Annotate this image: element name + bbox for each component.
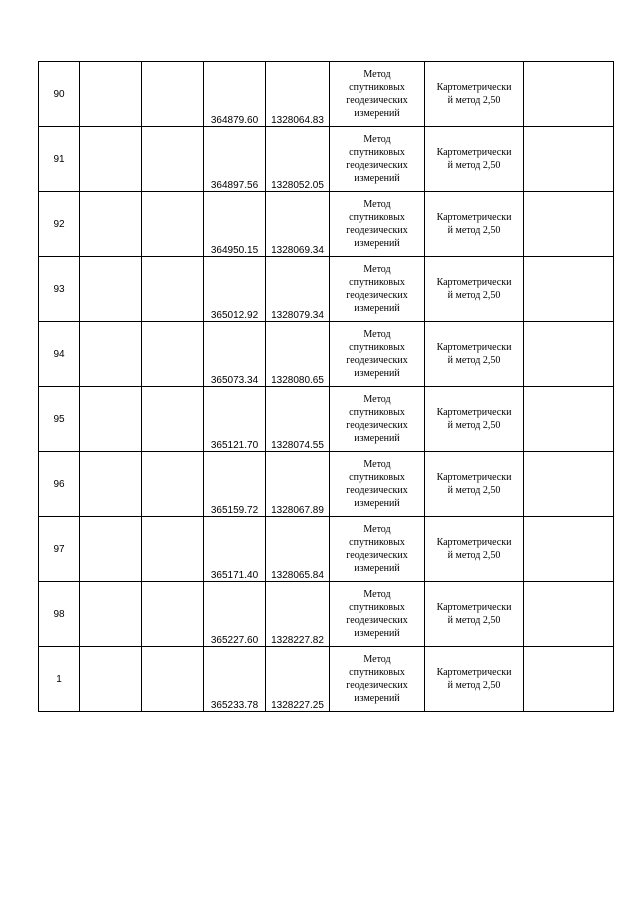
accuracy-text-line: Картометрически: [436, 537, 512, 548]
empty-cell: [142, 62, 204, 127]
x-coordinate-cell: 364897.56: [204, 127, 266, 192]
method-text-line: спутниковых: [349, 602, 405, 613]
y-coordinate-cell: 1328069.34: [266, 192, 330, 257]
method-cell: [330, 647, 425, 712]
method-cell: [330, 192, 425, 257]
y-coordinate-cell: 1328065.84: [266, 517, 330, 582]
empty-cell: [524, 62, 614, 127]
accuracy-cell: [425, 192, 524, 257]
table-row: [39, 582, 614, 647]
empty-cell: [524, 322, 614, 387]
point-number-cell: 96: [39, 452, 80, 517]
x-coordinate-cell: 364879.60: [204, 62, 266, 127]
method-text-line: Метод: [363, 199, 391, 210]
point-number-cell: 92: [39, 192, 80, 257]
method-text-line: Метод: [363, 589, 391, 600]
method-text-line: геодезических: [346, 485, 408, 496]
method-text-line: спутниковых: [349, 147, 405, 158]
accuracy-cell: [425, 517, 524, 582]
empty-cell: [142, 257, 204, 322]
empty-cell: [142, 387, 204, 452]
method-text-line: спутниковых: [349, 537, 405, 548]
accuracy-cell: [425, 62, 524, 127]
empty-cell: [524, 127, 614, 192]
empty-cell: [142, 127, 204, 192]
table-row: [39, 387, 614, 452]
accuracy-cell: [425, 582, 524, 647]
table-row: [39, 257, 614, 322]
method-text-line: геодезических: [346, 225, 408, 236]
method-text-line: Метод: [363, 264, 391, 275]
method-cell: [330, 452, 425, 517]
table-body: [39, 62, 614, 712]
y-coordinate-cell: 1328064.83: [266, 62, 330, 127]
x-coordinate-cell: 365159.72: [204, 452, 266, 517]
method-text-line: спутниковых: [349, 667, 405, 678]
table-row: [39, 452, 614, 517]
method-text-line: спутниковых: [349, 407, 405, 418]
accuracy-text-line: й метод 2,50: [447, 160, 501, 171]
empty-cell: [142, 647, 204, 712]
empty-cell: [80, 387, 142, 452]
table-row: [39, 517, 614, 582]
method-text-line: измерений: [354, 693, 400, 704]
empty-cell: [524, 582, 614, 647]
method-text-line: спутниковых: [349, 82, 405, 93]
empty-cell: [142, 517, 204, 582]
empty-cell: [80, 62, 142, 127]
point-number-cell: 95: [39, 387, 80, 452]
accuracy-text-line: Картометрически: [436, 147, 512, 158]
empty-cell: [524, 647, 614, 712]
table-row: [39, 127, 614, 192]
method-text-line: измерений: [354, 303, 400, 314]
y-coordinate-cell: 1328227.25: [266, 647, 330, 712]
method-text-line: Метод: [363, 654, 391, 665]
empty-cell: [80, 452, 142, 517]
accuracy-text-line: Картометрически: [436, 277, 512, 288]
y-coordinate-cell: 1328067.89: [266, 452, 330, 517]
accuracy-cell: [425, 452, 524, 517]
method-text-line: измерений: [354, 108, 400, 119]
method-cell: [330, 517, 425, 582]
table-row: [39, 192, 614, 257]
method-text-line: Метод: [363, 69, 391, 80]
method-text-line: Метод: [363, 524, 391, 535]
accuracy-text-line: й метод 2,50: [447, 615, 501, 626]
y-coordinate-cell: 1328080.65: [266, 322, 330, 387]
method-cell: [330, 127, 425, 192]
method-cell: [330, 582, 425, 647]
method-cell: [330, 387, 425, 452]
method-text-line: измерений: [354, 563, 400, 574]
method-text-line: геодезических: [346, 680, 408, 691]
accuracy-text-line: й метод 2,50: [447, 680, 501, 691]
accuracy-text-line: й метод 2,50: [447, 95, 501, 106]
method-text-line: геодезических: [346, 355, 408, 366]
accuracy-text-line: Картометрически: [436, 212, 512, 223]
point-number-cell: 90: [39, 62, 80, 127]
accuracy-text-line: Картометрически: [436, 407, 512, 418]
accuracy-text-line: й метод 2,50: [447, 485, 501, 496]
accuracy-text-line: й метод 2,50: [447, 550, 501, 561]
y-coordinate-cell: 1328227.82: [266, 582, 330, 647]
method-text-line: Метод: [363, 134, 391, 145]
y-coordinate-cell: 1328074.55: [266, 387, 330, 452]
method-text-line: измерений: [354, 628, 400, 639]
empty-cell: [142, 452, 204, 517]
accuracy-cell: [425, 322, 524, 387]
method-text-line: измерений: [354, 368, 400, 379]
method-text-line: геодезических: [346, 615, 408, 626]
x-coordinate-cell: 364950.15: [204, 192, 266, 257]
accuracy-text-line: й метод 2,50: [447, 355, 501, 366]
point-number-cell: 98: [39, 582, 80, 647]
method-cell: [330, 322, 425, 387]
empty-cell: [80, 647, 142, 712]
x-coordinate-cell: 365171.40: [204, 517, 266, 582]
method-text-line: измерений: [354, 238, 400, 249]
accuracy-text-line: й метод 2,50: [447, 290, 501, 301]
x-coordinate-cell: 365121.70: [204, 387, 266, 452]
point-number-cell: 1: [39, 647, 80, 712]
y-coordinate-cell: 1328052.05: [266, 127, 330, 192]
table-row: [39, 647, 614, 712]
empty-cell: [524, 192, 614, 257]
accuracy-cell: [425, 387, 524, 452]
method-text-line: геодезических: [346, 290, 408, 301]
empty-cell: [80, 322, 142, 387]
method-text-line: спутниковых: [349, 472, 405, 483]
method-text-line: измерений: [354, 498, 400, 509]
method-text-line: спутниковых: [349, 342, 405, 353]
method-text-line: геодезических: [346, 420, 408, 431]
table-row: [39, 322, 614, 387]
accuracy-text-line: Картометрически: [436, 602, 512, 613]
accuracy-cell: [425, 127, 524, 192]
point-number-cell: 97: [39, 517, 80, 582]
point-number-cell: 94: [39, 322, 80, 387]
point-number-cell: 91: [39, 127, 80, 192]
method-cell: [330, 62, 425, 127]
table-row: [39, 62, 614, 127]
empty-cell: [142, 582, 204, 647]
accuracy-text-line: Картометрически: [436, 82, 512, 93]
empty-cell: [80, 257, 142, 322]
empty-cell: [524, 257, 614, 322]
empty-cell: [80, 582, 142, 647]
empty-cell: [142, 192, 204, 257]
accuracy-text-line: Картометрически: [436, 472, 512, 483]
empty-cell: [524, 517, 614, 582]
coordinates-table: [38, 61, 614, 712]
method-text-line: измерений: [354, 433, 400, 444]
accuracy-text-line: Картометрически: [436, 667, 512, 678]
method-text-line: спутниковых: [349, 277, 405, 288]
accuracy-cell: [425, 257, 524, 322]
point-number-cell: 93: [39, 257, 80, 322]
accuracy-text-line: й метод 2,50: [447, 420, 501, 431]
method-text-line: геодезических: [346, 160, 408, 171]
accuracy-cell: [425, 647, 524, 712]
empty-cell: [142, 322, 204, 387]
empty-cell: [80, 192, 142, 257]
y-coordinate-cell: 1328079.34: [266, 257, 330, 322]
method-text-line: Метод: [363, 459, 391, 470]
method-text-line: спутниковых: [349, 212, 405, 223]
x-coordinate-cell: 365073.34: [204, 322, 266, 387]
method-text-line: измерений: [354, 173, 400, 184]
method-text-line: геодезических: [346, 95, 408, 106]
empty-cell: [80, 127, 142, 192]
method-text-line: Метод: [363, 394, 391, 405]
method-cell: [330, 257, 425, 322]
accuracy-text-line: й метод 2,50: [447, 225, 501, 236]
method-text-line: геодезических: [346, 550, 408, 561]
empty-cell: [524, 452, 614, 517]
empty-cell: [80, 517, 142, 582]
x-coordinate-cell: 365227.60: [204, 582, 266, 647]
method-text-line: Метод: [363, 329, 391, 340]
x-coordinate-cell: 365233.78: [204, 647, 266, 712]
empty-cell: [524, 387, 614, 452]
accuracy-text-line: Картометрически: [436, 342, 512, 353]
x-coordinate-cell: 365012.92: [204, 257, 266, 322]
